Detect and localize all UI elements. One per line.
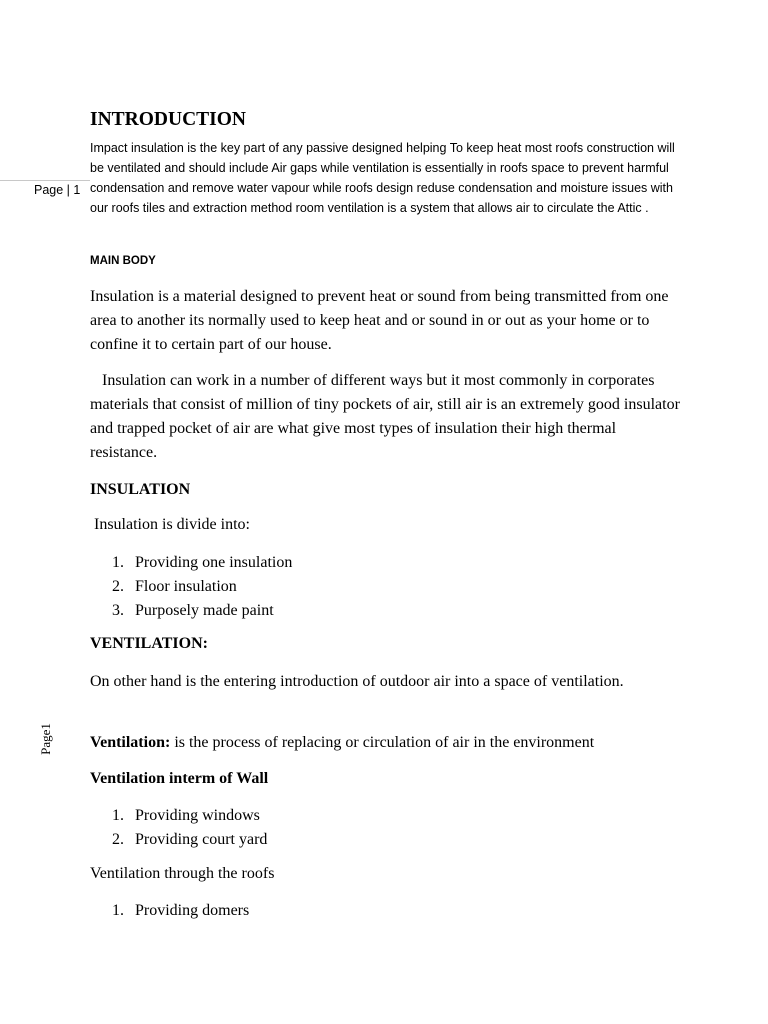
main-body-paragraph-2: Insulation can work in a number of different ways but it most commonly in corporates materials that consist of million of tiny pockets of air, still air is an extremely good insulator and trapped pocket of air are what give most types of insulation their high thermal resistance. [90,372,684,461]
ventilation-heading: VENTILATION: [90,635,208,652]
list-item [112,828,267,852]
insulation-list [112,551,292,623]
list-number: 1. [112,902,124,919]
list-text: Providing court yard [135,831,268,848]
ventilation-wall-heading: Ventilation interm of Wall [90,770,269,787]
list-text: Providing one insulation [135,554,293,571]
list-item [112,804,267,828]
ventilation-wall-list [112,804,267,852]
ventilation-roofs-list [112,899,249,923]
list-text: Floor insulation [135,578,237,595]
introduction-heading: INTRODUCTION [90,109,247,130]
list-item [112,599,292,623]
list-text: Providing windows [135,807,260,824]
introduction-text: Impact insulation is the key part of any passive designed helping To keep heat most roofs construction will be ventilated and should include Air gaps while ventilation is essentially in roofs space to prevent harmful condensation and remove water vapour while roofs design reduse condensation and moisture issues with our roofs tiles and extraction method room ventilation is a system that allows air to circulate the Attic . [90,141,675,215]
page-number-label: Page | 1 [34,183,81,197]
list-number: 2. [112,831,124,848]
ventilation-roofs-line: Ventilation through the roofs [90,865,275,882]
list-number: 2. [112,578,124,595]
list-text: Purposely made paint [135,602,274,619]
page-side-label: Page1 [38,723,53,755]
main-body-heading: MAIN BODY [90,255,156,267]
ventilation-definition [90,731,594,755]
main-body-paragraph-1: Insulation is a material designed to prevent heat or sound from being transmitted from one area to another its normally used to keep heat and or sound in or out as your home or to confine it to certain part of our house. [90,288,669,353]
list-number: 1. [112,807,124,824]
list-number: 1. [112,554,124,571]
list-item [112,551,292,575]
list-text: Providing domers [135,902,250,919]
list-number: 3. [112,602,124,619]
insulation-intro: Insulation is divide into: [90,516,250,533]
ventilation-other-hand: On other hand is the entering introduction of outdoor air into a space of ventilation. [90,673,624,690]
insulation-heading: INSULATION [90,481,191,498]
list-item [112,899,249,923]
ventilation-term: Ventilation: [90,734,171,751]
list-item [112,575,292,599]
ventilation-definition-text: is the process of replacing or circulation of air in the environment [170,734,595,751]
